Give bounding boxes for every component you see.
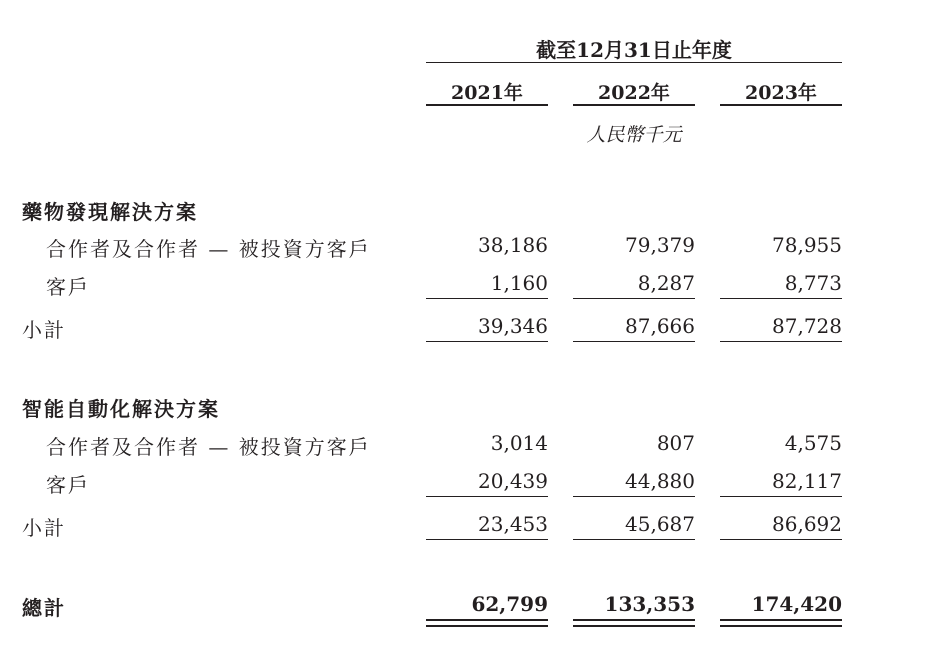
cell-value: 4,575 <box>784 431 842 455</box>
subtotal-rule <box>573 341 695 342</box>
section-title-drug-discovery: 藥物發現解決方案 <box>22 200 198 224</box>
subtotal-value: 87,728 <box>772 314 842 338</box>
row-label: 合作者及合作者 — 被投資方客戶 <box>46 435 371 459</box>
cell-value: 807 <box>656 431 695 455</box>
row-label: 客戶 <box>46 473 90 497</box>
year-rule <box>720 104 842 106</box>
cell-value: 82,117 <box>772 469 842 493</box>
subtotal-rule <box>573 539 695 540</box>
subtotal-rule <box>426 539 548 540</box>
subtotal-value: 39,346 <box>478 314 548 338</box>
section-title-intelligent-automation: 智能自動化解決方案 <box>22 397 220 421</box>
period-header: 截至12月31日止年度 <box>536 38 732 62</box>
subtotal-rule <box>720 496 842 497</box>
cell-value: 20,439 <box>478 469 548 493</box>
cell-value: 38,186 <box>478 233 548 257</box>
row-label: 客戶 <box>46 275 90 299</box>
total-double-rule <box>573 619 695 621</box>
cell-value: 78,955 <box>772 233 842 257</box>
subtotal-value: 23,453 <box>478 512 548 536</box>
subtotal-rule <box>720 341 842 342</box>
total-value: 133,353 <box>604 592 695 616</box>
subtotal-value: 87,666 <box>625 314 695 338</box>
cell-value: 44,880 <box>625 469 695 493</box>
header-rule <box>426 62 842 63</box>
total-value: 174,420 <box>751 592 842 616</box>
subtotal-label: 小計 <box>22 516 66 540</box>
subtotal-rule <box>426 341 548 342</box>
total-value: 62,799 <box>471 592 548 616</box>
total-double-rule <box>720 619 842 621</box>
subtotal-rule <box>573 298 695 299</box>
subtotal-rule <box>426 496 548 497</box>
total-double-rule <box>720 625 842 627</box>
cell-value: 3,014 <box>490 431 548 455</box>
subtotal-value: 45,687 <box>625 512 695 536</box>
cell-value: 8,287 <box>637 271 695 295</box>
subtotal-rule <box>720 298 842 299</box>
total-double-rule <box>426 619 548 621</box>
subtotal-rule <box>720 539 842 540</box>
subtotal-rule <box>426 298 548 299</box>
year-header-2021: 2021年 <box>451 82 523 104</box>
cell-value: 8,773 <box>784 271 842 295</box>
total-double-rule <box>573 625 695 627</box>
subtotal-rule <box>573 496 695 497</box>
year-header-2022: 2022年 <box>598 82 670 104</box>
cell-value: 1,160 <box>490 271 548 295</box>
cell-value: 79,379 <box>625 233 695 257</box>
total-label: 總計 <box>22 596 66 620</box>
subtotal-value: 86,692 <box>772 512 842 536</box>
total-double-rule <box>426 625 548 627</box>
subtotal-label: 小計 <box>22 318 66 342</box>
year-header-2023: 2023年 <box>745 82 817 104</box>
year-rule <box>426 104 548 106</box>
currency-unit: 人民幣千元 <box>586 124 682 146</box>
year-rule <box>573 104 695 106</box>
row-label: 合作者及合作者 — 被投資方客戶 <box>46 237 371 261</box>
